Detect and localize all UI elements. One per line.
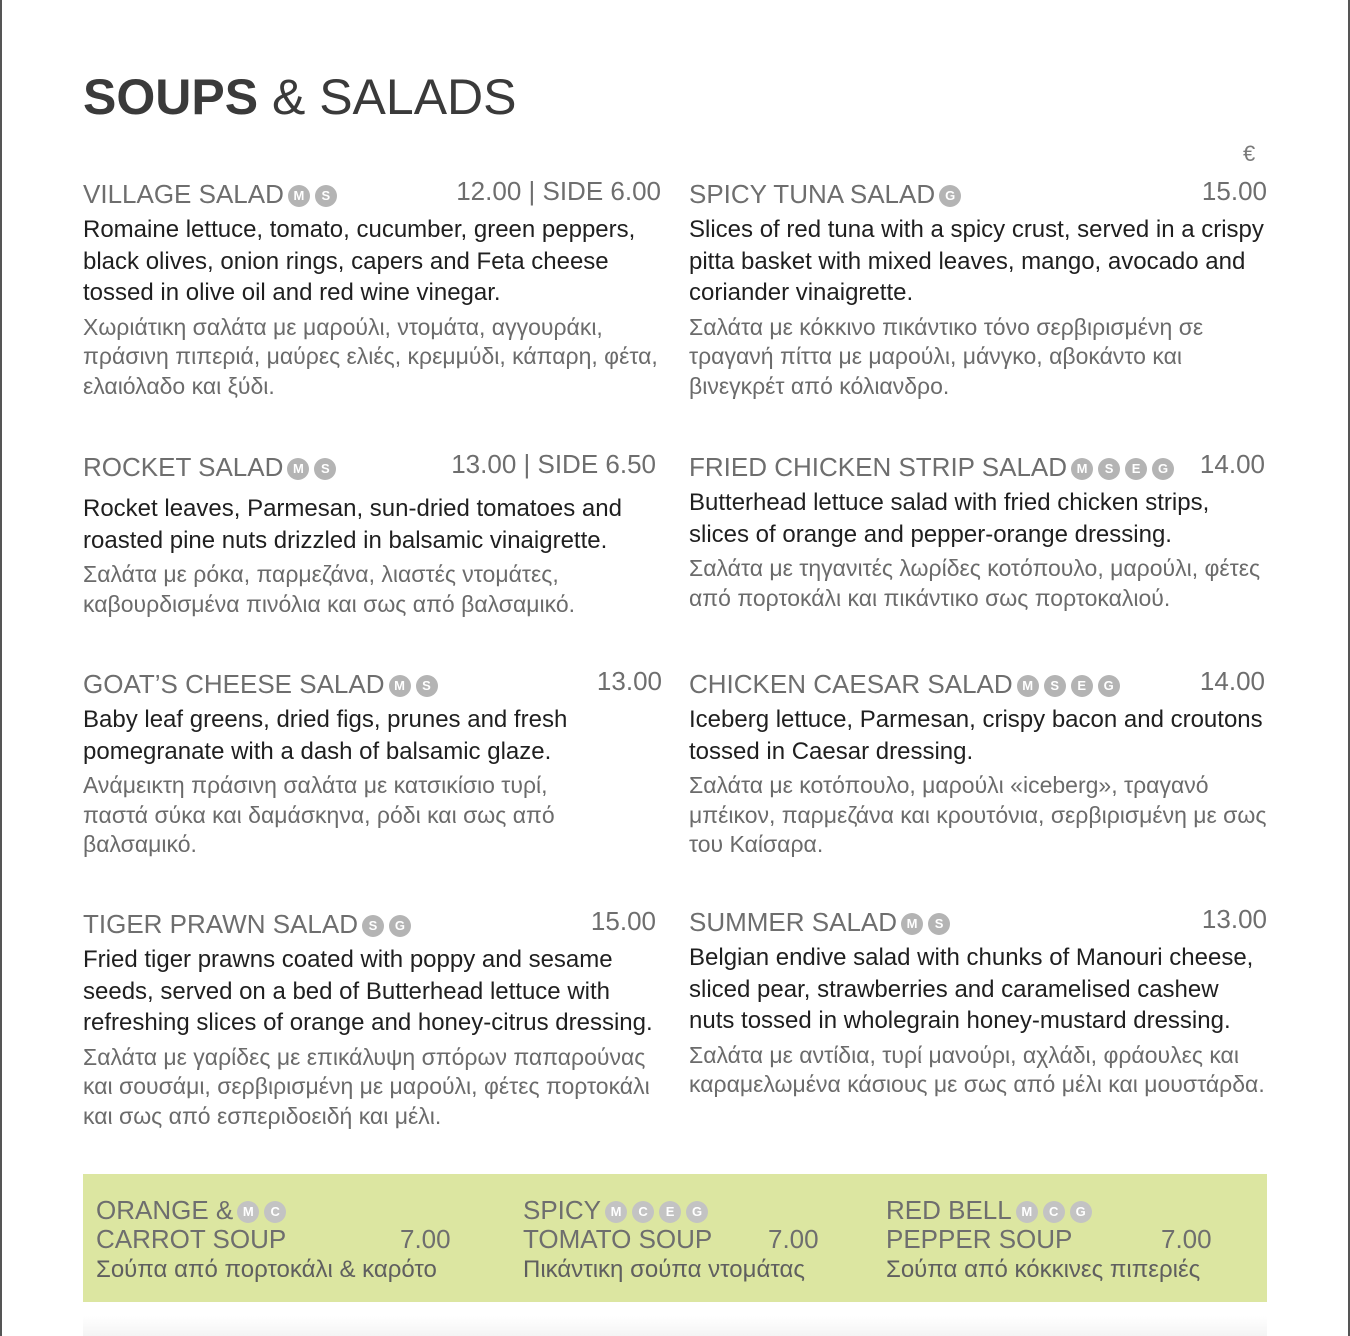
soup-name-text: RED BELL [886,1195,1012,1225]
soup-name-line-1 [886,1192,1226,1224]
allergen-s-icon: S [315,185,337,207]
soup-section [83,1174,1267,1302]
item-name-text: SPICY TUNA SALAD [689,179,936,209]
item-price: 13.00 [596,666,662,696]
item-price: 14.00 [1199,666,1265,696]
menu-item [689,666,1269,860]
allergen-g-icon: G [1070,1201,1092,1223]
allergen-s-icon: S [314,458,336,480]
title-bold: SOUPS [83,69,259,125]
menu-item [83,666,662,860]
soup-price: 7.00 [1161,1224,1212,1254]
item-header [689,176,1269,208]
allergen-badges [362,906,416,937]
allergen-badges [605,1192,713,1223]
title-rest: & SALADS [258,69,517,125]
item-description-en: Slices of red tuna with a spicy crust, served in a crispy pitta basket with mixed leaves, mango, avocado and coriander vinaigrette. [689,216,1264,306]
item-price: 13.00 [1201,904,1267,934]
allergen-e-icon: E [1071,675,1093,697]
soup-name-text: SPICY [523,1195,602,1225]
item-name [83,449,341,483]
soup-name-text: CARROT SOUP [96,1224,287,1254]
item-name [83,666,443,700]
allergen-s-icon: S [416,675,438,697]
allergen-m-icon: M [288,185,310,207]
allergen-g-icon: G [389,915,411,937]
item-name [689,449,1179,483]
menu-item [83,906,658,1131]
item-header [83,666,662,699]
item-description-en: Romaine lettuce, tomato, cucumber, green peppers, black olives, onion rings, capers and Feta cheese tossed in olive oil and red wine vinegar. [83,216,636,306]
soup-item [523,1192,823,1284]
allergen-m-icon: M [1071,458,1093,480]
item-description-en: Baby leaf greens, dried figs, prunes and fresh pomegranate with a dash of balsamic glaze. [83,706,568,765]
item-description-gr: Ανάμεικτη πράσινη σαλάτα με κατσικίσιο τυρί, παστά σύκα και δαμάσκηνα, ρόδι και σως από βαλσαμικό. [83,772,555,857]
allergen-badges [1017,666,1125,697]
allergen-badges [1016,1192,1097,1223]
allergen-m-icon: M [287,458,309,480]
allergen-c-icon: C [264,1201,286,1223]
soup-price: 7.00 [768,1224,819,1254]
soup-name-line-1 [96,1192,448,1224]
soup-item [886,1192,1226,1284]
allergen-s-icon: S [1044,675,1066,697]
page-border-left [0,0,2,1336]
item-price: 14.00 [1199,449,1265,479]
menu-item [83,449,656,619]
menu-item [689,904,1269,1100]
item-price: 15.00 [590,906,656,936]
soup-greek-name: Σούπα από πορτοκάλι & καρότο [96,1256,437,1283]
menu-item [689,449,1269,613]
item-name-text: TIGER PRAWN SALAD [83,909,358,939]
item-price: 15.00 [1201,176,1267,206]
allergen-badges [389,666,443,697]
allergen-s-icon: S [362,915,384,937]
allergen-e-icon: E [1125,458,1147,480]
allergen-badges [237,1192,291,1223]
item-name-text: FRIED CHICKEN STRIP SALAD [689,452,1068,482]
item-description-en: Belgian endive salad with chunks of Manouri cheese, sliced pear, strawberries and caramelised cashew nuts tossed in wholegrain honey-mustard dressing. [689,944,1254,1034]
allergen-badges [901,904,955,935]
allergen-badges [939,176,966,207]
item-header [83,176,663,208]
allergen-m-icon: M [605,1201,627,1223]
item-header [689,666,1269,698]
allergen-m-icon: M [901,913,923,935]
item-description-gr: Χωριάτικη σαλάτα με μαρούλι, ντομάτα, αγγουράκι, πράσινη πιπεριά, μαύρες ελιές, κρεμμύδι, κάπαρη, φέτα, ελαιόλαδο και ξύδι. [83,313,658,399]
item-description-gr: Σαλάτα με ρόκα, παρμεζάνα, λιαστές ντομάτες, καβουρδισμένα πινόλια και σως από βαλσαμικό. [83,561,576,617]
item-description-gr: Σαλάτα με αντίδια, τυρί μανούρι, αχλάδι, φράουλες και καραμελωμένα κάσιους με σως από μέλι και μουστάρδα. [689,1041,1265,1097]
item-description-en: Iceberg lettuce, Parmesan, crispy bacon and croutons tossed in Caesar dressing. [689,706,1263,765]
soup-name-line-1 [523,1192,823,1224]
allergen-badges [1071,449,1179,480]
allergen-e-icon: E [659,1201,681,1223]
item-name-text: ROCKET SALAD [83,452,284,482]
allergen-g-icon: G [686,1201,708,1223]
soup-name-text: ORANGE & [96,1195,234,1225]
soup-name-line-2 [523,1224,823,1256]
item-description-en: Fried tiger prawns coated with poppy and sesame seeds, served on a bed of Butterhead lettuce with refreshing slices of orange and honey-citrus dressing. [83,946,653,1036]
item-description-en: Rocket leaves, Parmesan, sun-dried tomatoes and roasted pine nuts drizzled in balsamic vinaigrette. [83,495,622,554]
item-name-text: GOAT’S CHEESE SALAD [83,669,385,699]
soup-name-text: PEPPER SOUP [886,1224,1073,1254]
item-name [689,666,1125,700]
soup-item [96,1192,451,1284]
item-name-text: VILLAGE SALAD [83,179,284,209]
item-header [689,449,1269,481]
soup-name-text: TOMATO SOUP [523,1224,713,1254]
soup-name-line-2 [96,1224,451,1256]
item-description-gr: Σαλάτα με κόκκινο πικάντικο τόνο σερβιρισμένη σε τραγανή πίττα με μαρούλι, μάνγκο, αβοκάντο και βινεγκρέτ από κόλιανδρο. [689,313,1204,399]
item-name [689,904,955,938]
soup-price: 7.00 [400,1224,451,1254]
allergen-g-icon: G [939,185,961,207]
soup-name-line-2 [886,1224,1226,1256]
allergen-s-icon: S [928,913,950,935]
currency-symbol: € [1243,141,1256,166]
item-description-gr: Σαλάτα με κοτόπουλο, μαρούλι «iceberg», τραγανό μπέικον, παρμεζάνα και κρουτόνια, σερβιρισμένη με σως του Καίσαρα. [689,772,1267,857]
item-header [689,904,1269,936]
item-name-text: SUMMER SALAD [689,907,898,937]
item-description-gr: Σαλάτα με γαρίδες με επικάλυψη σπόρων παπαρούνας και σουσάμι, σερβιρισμένη με μαρούλι, φέτες πορτοκάλι και σως από εσπεριδοειδή και μέλι. [83,1043,650,1129]
bottom-shade [83,1316,1267,1336]
allergen-m-icon: M [237,1201,259,1223]
allergen-g-icon: G [1152,458,1174,480]
allergen-m-icon: M [1017,675,1039,697]
allergen-c-icon: C [1043,1201,1065,1223]
allergen-s-icon: S [1098,458,1120,480]
item-description-gr: Σαλάτα με τηγανιτές λωρίδες κοτόπουλο, μαρούλι, φέτες από πορτοκάλι και πικάντικο σως πορτοκαλιού. [689,555,1261,611]
allergen-badges [287,449,341,480]
item-header [83,906,658,938]
item-price: 13.00 | SIDE 6.50 [451,449,656,479]
item-name [83,906,416,940]
item-name-text: CHICKEN CAESAR SALAD [689,669,1013,699]
soup-greek-name: Σούπα από κόκκινες πιπεριές [886,1256,1201,1283]
allergen-m-icon: M [1016,1201,1038,1223]
item-price: 12.00 | SIDE 6.00 [456,176,661,206]
item-name [689,176,966,210]
menu-item [83,176,663,401]
item-description-en: Butterhead lettuce salad with fried chicken strips, slices of orange and pepper-orange dressing. [689,489,1210,548]
allergen-m-icon: M [389,675,411,697]
soup-greek-name: Πικάντικη σούπα ντομάτας [523,1256,805,1283]
allergen-g-icon: G [1098,675,1120,697]
item-name [83,176,342,210]
allergen-badges [288,176,342,207]
menu-item [689,176,1269,401]
page-title [83,70,517,125]
allergen-c-icon: C [632,1201,654,1223]
item-header [83,449,656,482]
